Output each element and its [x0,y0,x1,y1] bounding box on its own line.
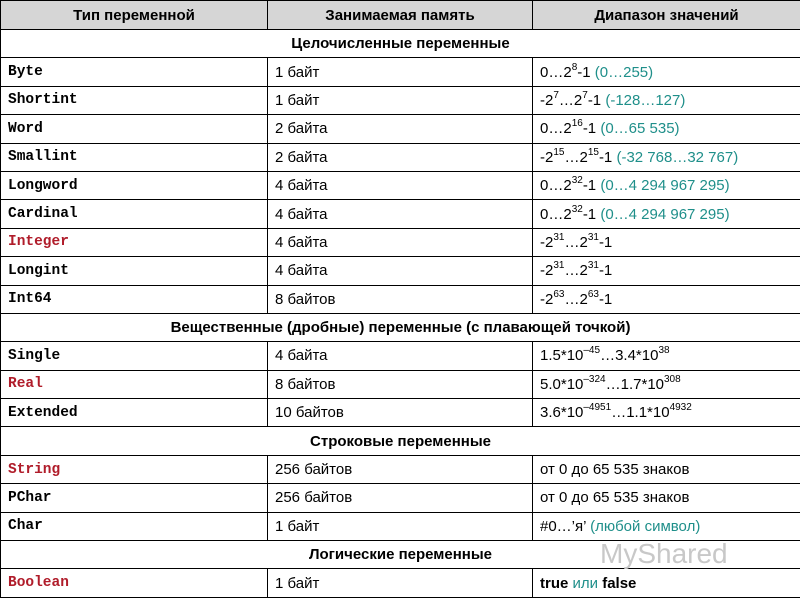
exponent: 31 [553,231,565,243]
header-row [1,1,800,30]
exponent: 31 [553,260,565,272]
memory-cell: 4 байта [268,257,533,285]
type-cell: Word [1,115,268,143]
type-cell: PChar [1,484,268,512]
exponent: –324 [583,373,606,385]
table-row [1,257,800,285]
range-text: 0…2 [540,205,572,223]
exponent: 8 [571,61,578,73]
range-text: 1.5*10 [540,347,584,365]
section-row [1,313,800,341]
exponent: 7 [553,89,559,101]
range-cell [533,115,800,143]
table-row [1,228,800,256]
range-text: …2 [564,233,588,251]
memory-cell: 8 байтов [268,370,533,398]
table-row [1,115,800,143]
range-text: 0…2 [540,177,572,195]
range-text: 0…2 [540,120,572,138]
section-logical: Логические переменные [1,541,800,569]
range-cell: от 0 до 65 535 знаков [533,484,800,512]
section-real: Вещественные (дробные) переменные (с плавающей точкой) [1,313,800,341]
range-text: …2 [558,91,583,109]
range-text: -1 [582,177,597,195]
exponent: 15 [553,146,565,158]
range-text: …3.4*10 [600,347,659,365]
range-note: (любой символ) [585,517,701,535]
table-row [1,171,800,199]
range-text: #0…’я’ [540,517,586,535]
table-row [1,370,800,398]
memory-cell: 8 байтов [268,285,533,313]
exponent: 32 [571,203,583,215]
bool-true-text: true [540,574,569,592]
range-text: -1 [598,233,613,251]
table-row [1,399,800,427]
range-text: -1 [582,120,597,138]
range-text: -2 [540,262,554,280]
section-integer: Целочисленные переменные [1,30,800,58]
type-cell: Real [1,370,268,398]
type-cell: String [1,455,268,483]
range-text: -2 [540,91,554,109]
memory-cell: 2 байта [268,143,533,171]
range-text: …1.1*10 [611,404,670,422]
table-row [1,200,800,228]
table-row [1,512,800,540]
range-text: -2 [540,233,554,251]
memory-cell: 1 байт [268,86,533,114]
bool-false-text: false [602,574,637,592]
range-cell [533,285,800,313]
type-cell: Longint [1,257,268,285]
range-text: 0…2 [540,63,572,81]
memory-cell: 4 байта [268,171,533,199]
range-note: (-32 768…32 767) [612,148,739,166]
range-cell: от 0 до 65 535 знаков [533,455,800,483]
exponent: 16 [571,118,583,130]
table-row [1,143,800,171]
range-text: …2 [564,148,588,166]
table-row [1,86,800,114]
exponent: 38 [658,345,670,357]
range-cell [533,200,800,228]
watermark-logo: MyShared [600,538,728,569]
range-text: 3.6*10 [540,404,584,422]
memory-cell: 1 байт [268,569,533,597]
exponent: –45 [583,345,601,357]
memory-cell: 2 байта [268,115,533,143]
range-text: -1 [582,205,597,223]
memory-cell: 256 байтов [268,455,533,483]
section-row [1,541,800,569]
range-text: -1 [587,91,602,109]
header-type: Тип переменной [1,1,268,30]
range-cell [533,257,800,285]
exponent: –4951 [583,402,612,414]
range-cell [533,569,800,597]
range-cell [533,342,800,370]
table-row [1,342,800,370]
exponent: 308 [664,373,681,385]
range-cell [533,399,800,427]
range-cell [533,228,800,256]
table-row [1,285,800,313]
range-note: (0…65 535) [596,120,680,138]
bool-or-text: или [568,574,603,592]
range-text: …1.7*10 [605,375,664,393]
memory-cell: 4 байта [268,200,533,228]
exponent: 31 [587,260,599,272]
table-row [1,58,800,86]
memory-cell: 4 байта [268,228,533,256]
range-cell [533,86,800,114]
header-memory: Занимаемая память [268,1,533,30]
range-cell [533,512,800,540]
section-row [1,427,800,455]
section-string: Строковые переменные [1,427,800,455]
type-cell: Boolean [1,569,268,597]
table-row [1,569,800,597]
exponent: 32 [571,175,583,187]
range-text: 5.0*10 [540,375,584,393]
memory-cell: 10 байтов [268,399,533,427]
memory-cell: 4 байта [268,342,533,370]
exponent: 31 [587,231,599,243]
range-text: -1 [577,63,591,81]
header-range: Диапазон значений [533,1,800,30]
exponent: 7 [582,89,588,101]
type-cell: Single [1,342,268,370]
memory-cell: 1 байт [268,512,533,540]
range-text: -1 [598,290,613,308]
memory-cell: 1 байт [268,58,533,86]
range-note: (0…4 294 967 295) [596,205,730,223]
type-cell: Cardinal [1,200,268,228]
exponent: 15 [587,146,599,158]
type-cell: Byte [1,58,268,86]
range-text: -1 [598,148,613,166]
range-text: -2 [540,148,554,166]
range-cell [533,171,800,199]
range-text: -1 [598,262,613,280]
exponent: 63 [587,288,599,300]
type-cell: Integer [1,228,268,256]
section-row [1,30,800,58]
range-cell [533,143,800,171]
range-text: -2 [540,290,554,308]
memory-cell: 256 байтов [268,484,533,512]
type-cell: Shortint [1,86,268,114]
range-text: …2 [564,290,588,308]
type-cell: Int64 [1,285,268,313]
exponent: 4932 [669,402,692,414]
type-cell: Smallint [1,143,268,171]
range-note: (-128…127) [601,91,686,109]
range-note: (0…4 294 967 295) [596,177,730,195]
table-row [1,455,800,483]
range-cell [533,370,800,398]
table-row [1,484,800,512]
range-text: …2 [564,262,588,280]
type-cell: Extended [1,399,268,427]
type-cell: Longword [1,171,268,199]
range-note: (0…255) [590,63,654,81]
type-cell: Char [1,512,268,540]
range-cell [533,58,800,86]
exponent: 63 [553,288,565,300]
